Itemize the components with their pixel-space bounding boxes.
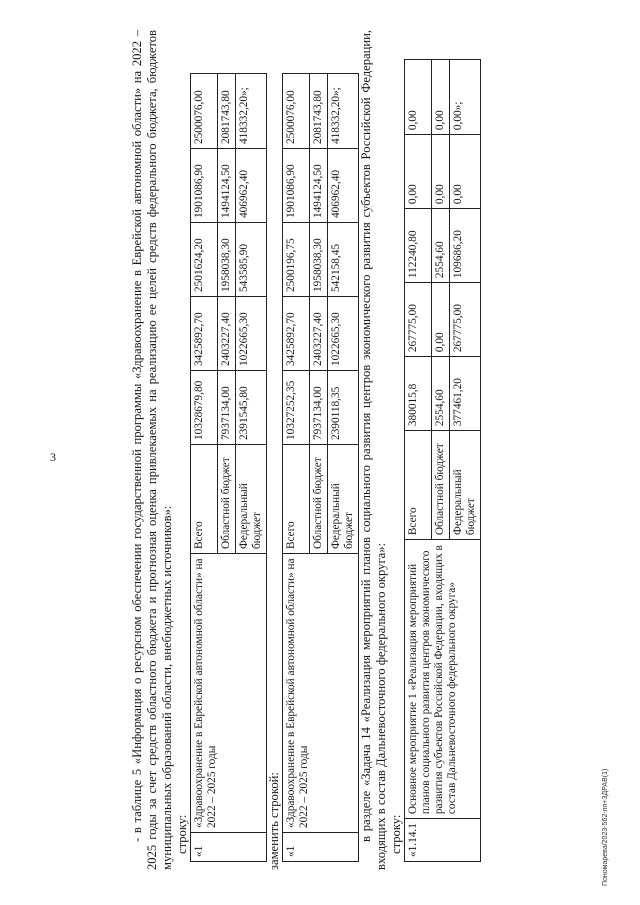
funding-type: Федеральный бюджет — [236, 445, 267, 554]
value-total: 7937134,00 — [218, 371, 236, 445]
footer-code: Пономарева/2023-562-пп+ЗДРАВ(1) — [602, 768, 609, 886]
value-2024: 1901086,90 — [283, 149, 310, 223]
value-2024: 1494124,50 — [310, 149, 328, 223]
value-2022: 0,00 — [432, 283, 450, 357]
label-row-2: строку: — [389, 814, 403, 854]
value-2024: 0,00 — [432, 135, 450, 209]
table-row — [283, 74, 310, 862]
value-2024: 1901086,90 — [191, 149, 218, 223]
funding-type: Областной бюджет — [310, 445, 328, 554]
value-2024: 0,00 — [450, 135, 481, 209]
value-2022: 2403227,40 — [218, 297, 236, 371]
label-replace: заменить строкой: — [267, 772, 281, 870]
value-2022: 1022665,30 — [328, 297, 359, 371]
funding-type: Всего — [405, 431, 432, 540]
value-total: 377461,20 — [450, 357, 481, 431]
value-total: 380015,8 — [405, 357, 432, 431]
table-row — [191, 74, 218, 862]
value-2024: 406962,40 — [328, 149, 359, 223]
value-2025: 2500076,00 — [283, 74, 310, 149]
funding-type: Всего — [191, 445, 218, 554]
value-2022: 267775,00 — [405, 283, 432, 357]
value-2022: 2403227,40 — [310, 297, 328, 371]
value-2025: 418332,20»; — [236, 74, 267, 149]
value-2023: 542158,45 — [328, 223, 359, 297]
value-2025: 0,00 — [432, 60, 450, 135]
value-2022: 3425892,70 — [283, 297, 310, 371]
value-2025: 2081743,80 — [310, 74, 328, 149]
funding-type: Областной бюджет — [432, 431, 450, 540]
value-total: 2391545,80 — [236, 371, 267, 445]
table-original-row — [190, 73, 267, 862]
value-total: 2390118,35 — [328, 371, 359, 445]
measure-name: Основное мероприятие 1 «Реализация мероприятий планов социального развития центров экономического развития субъектов Российской Федерации, входящих в состав Дальневосточного федерального округа» — [405, 540, 481, 819]
value-total: 10328679,80 — [191, 371, 218, 445]
funding-type: Всего — [283, 445, 310, 554]
value-2024: 0,00 — [405, 135, 432, 209]
value-2023: 109686,20 — [450, 209, 481, 283]
value-2024: 406962,40 — [236, 149, 267, 223]
value-2023: 543585,90 — [236, 223, 267, 297]
table-replacement-row — [282, 73, 359, 862]
funding-type: Областной бюджет — [218, 445, 236, 554]
row-number: «1 — [191, 833, 267, 862]
program-name: «Здравоохранение в Еврейской автономной области» на 2022 – 2025 годы — [191, 554, 267, 833]
table-task14-row — [404, 59, 481, 862]
row-number: «1.14.1 — [405, 819, 481, 862]
value-2023: 2501624,20 — [191, 223, 218, 297]
funding-type: Федеральный бюджет — [328, 445, 359, 554]
value-2022: 267775,00 — [450, 283, 481, 357]
paragraph-table5: - в таблице 5 «Информация о ресурсном обеспечении государственной программы «Здравоохранение в Еврейской автономной области» на 2022 – 2025 годы за счет средств областного бюджета и прогнозная оценка привлекаемых на реализацию ее целей средств федерального бюджета, бюджетов муниципальных образований области, внебюджетных источников»: — [130, 30, 174, 870]
value-2025: 2500076,00 — [191, 74, 218, 149]
value-2025: 2081743,80 — [218, 74, 236, 149]
label-row: строку: — [175, 814, 189, 854]
page-number: 3 — [50, 450, 56, 464]
value-2023: 2500196,75 — [283, 223, 310, 297]
value-total: 2554,60 — [432, 357, 450, 431]
value-2024: 1494124,50 — [218, 149, 236, 223]
value-2022: 3425892,70 — [191, 297, 218, 371]
paragraph-task14: в разделе «Задача 14 «Реализация мероприятий планов социального развития центров экономического развития субъектов Российской Федерации, входящих в состав Дальневосточного федерального округа»: — [359, 30, 388, 870]
value-total: 10327252,35 — [283, 371, 310, 445]
value-2023: 2554,60 — [432, 209, 450, 283]
value-2023: 1958038,30 — [218, 223, 236, 297]
row-number: «1 — [283, 833, 359, 862]
document-body — [130, 30, 610, 870]
value-2025: 0,00»; — [450, 60, 481, 135]
value-total: 7937134,00 — [310, 371, 328, 445]
value-2023: 1958038,30 — [310, 223, 328, 297]
value-2025: 418332,20»; — [328, 74, 359, 149]
funding-type: Федеральный бюджет — [450, 431, 481, 540]
value-2022: 1022665,30 — [236, 297, 267, 371]
program-name: «Здравоохранение в Еврейской автономной области» на 2022 – 2025 годы — [283, 554, 359, 833]
value-2025: 0,00 — [405, 60, 432, 135]
value-2023: 112240,80 — [405, 209, 432, 283]
table-row — [405, 60, 432, 862]
